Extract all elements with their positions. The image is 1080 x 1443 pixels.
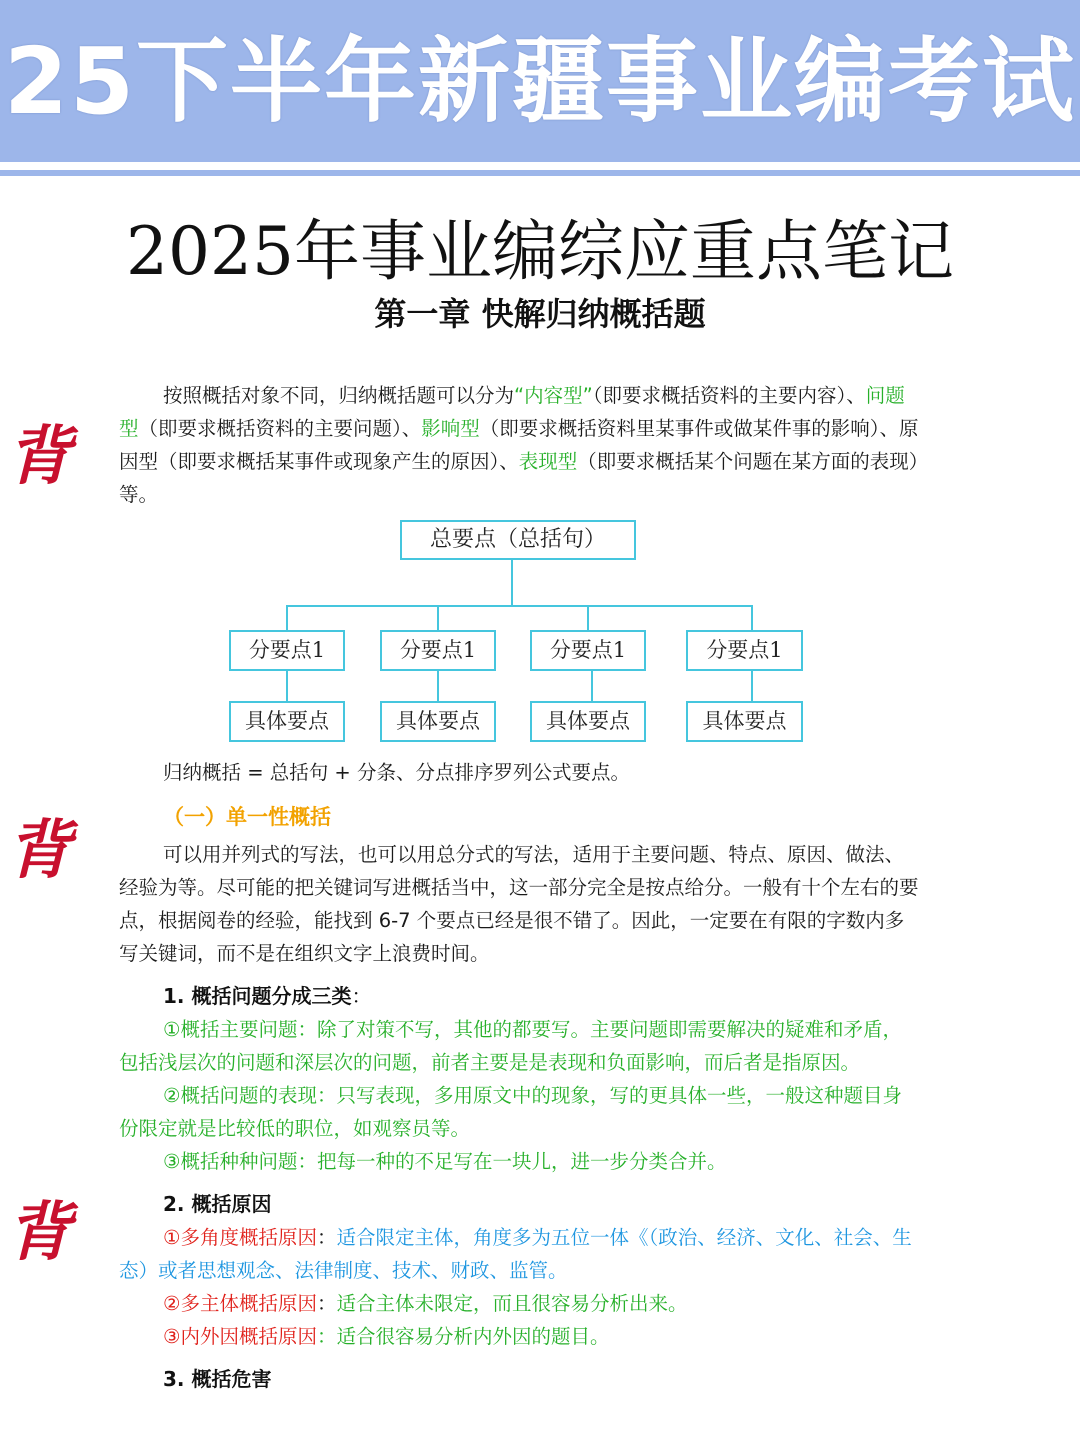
cause-item-2	[163, 1287, 963, 1320]
diagram-sub-point: 分要点1	[530, 630, 646, 671]
diagram-connector-detail	[751, 671, 753, 702]
cause-item-1-colon: ：	[316, 1226, 337, 1249]
section-heading-single: （一）单一性概括	[163, 805, 331, 829]
diagram-connector-drop	[587, 605, 589, 631]
cause-item-1-label: ①多角度概括原因	[163, 1226, 317, 1249]
document-title: 2025年事业编综应重点笔记	[126, 213, 954, 290]
banner-divider	[0, 170, 1080, 176]
diagram-sub-point: 分要点1	[229, 630, 345, 671]
chapter-subtitle: 第一章 快解归纳概括题	[374, 295, 706, 333]
problem-item-1: ①概括主要问题：除了对策不写，其他的都要写。主要问题即需要解决的疑难和矛盾，包括浅层次的问题和深层次的问题，前者主要是是表现和负面影响，而后者是指原因。	[119, 1018, 902, 1074]
diagram-detail-point: 具体要点	[380, 701, 496, 742]
intro-text-2: （即要求概括资料的主要内容）、	[592, 384, 866, 407]
section1-body: 可以用并列式的写法，也可以用总分式的写法，适用于主要问题、特点、原因、做法、经验为等。尽可能的把关键词写进概括当中，这一部分完全是按点给分。一般有十个左右的要点，根据阅卷的经验，能找到 6-7 个要点已经是很不错了。因此，一定要在有限的字数内多写关键词，而不是在组织文字上浪费时间。	[119, 843, 919, 965]
keyword-manifestation-type: 表现型	[518, 450, 578, 473]
bei-mark-3: 背	[7, 1195, 71, 1270]
bei-mark-2: 背	[7, 813, 71, 888]
diagram-connector-main	[511, 560, 513, 606]
cause-item-1-text: 适合限定主体，角度多为五位一体《（政治、经济、文化、社会、生态）或者思想观念、法律制度、技术、财政、监管。	[119, 1226, 912, 1282]
cause-item-3-text: 适合很容易分析内外因的题目。	[336, 1325, 610, 1348]
diagram-connector-detail	[286, 671, 288, 702]
diagram-detail-point: 具体要点	[686, 701, 803, 742]
diagram-connector-detail	[591, 671, 593, 702]
cause-item-3-label: ③内外因概括原因	[163, 1325, 317, 1348]
diagram-main-box: 总要点（总括句）	[400, 520, 636, 560]
banner-title: 25下半年新疆事业编考试	[3, 28, 1077, 135]
diagram-sub-point: 分要点1	[380, 630, 496, 671]
diagram-sub-point: 分要点1	[686, 630, 803, 671]
intro-text-5: （即要求概括某个问题在某方面的表现）等。	[119, 450, 919, 506]
diagram-connector-detail	[437, 671, 439, 702]
diagram-connector-drop	[751, 605, 753, 631]
diagram-detail-point: 具体要点	[229, 701, 345, 742]
intro-text-3: （即要求概括资料的主要问题）、	[138, 417, 422, 440]
diagram-detail-point: 具体要点	[530, 701, 646, 742]
intro-text-4: （即要求概括资料里某事件或做某件事的影响）、原因型（即要求概括某事件或现象产生的原因）、	[119, 417, 919, 473]
diagram-connector-horizontal	[286, 605, 753, 607]
keyword-impact-type: 影响型	[421, 417, 480, 440]
cause-item-2-label: ②多主体概括原因	[163, 1292, 317, 1315]
cause-item-2-text: 适合主体未限定，而且很容易分析出来。	[336, 1292, 688, 1315]
problem-item-2: ②概括问题的表现：只写表现，多用原文中的现象，写的更具体一些，一般这种题目身份限定就是比较低的职位，如观察员等。	[119, 1084, 902, 1140]
cause-item-1	[119, 1221, 919, 1287]
intro-text-1: 按照概括对象不同，归纳概括题可以分为	[163, 384, 515, 407]
sub-heading-colon: ：	[351, 984, 372, 1008]
cause-item-3-colon: ：	[316, 1325, 337, 1348]
cause-item-2-colon: ：	[316, 1292, 337, 1315]
sub-heading-problems	[163, 980, 371, 1013]
keyword-content-type: “内容型”	[514, 384, 593, 407]
diagram-connector-drop	[286, 605, 288, 631]
sub-heading-causes: 2. 概括原因	[163, 1192, 272, 1216]
sub-heading-problems-text: 1. 概括问题分成三类	[163, 984, 352, 1008]
sub-heading-harms: 3. 概括危害	[163, 1367, 272, 1391]
cause-item-3	[163, 1320, 963, 1353]
bei-mark-1: 背	[7, 419, 71, 494]
diagram-connector-drop	[437, 605, 439, 631]
problem-item-3: ③概括种种问题：把每一种的不足写在一块儿，进一步分类合并。	[163, 1150, 727, 1173]
formula-text: 归纳概括 = 总括句 + 分条、分点排序罗列公式要点。	[163, 761, 630, 784]
keyword-problem-type: 问题型	[119, 384, 905, 440]
intro-paragraph	[119, 379, 919, 511]
